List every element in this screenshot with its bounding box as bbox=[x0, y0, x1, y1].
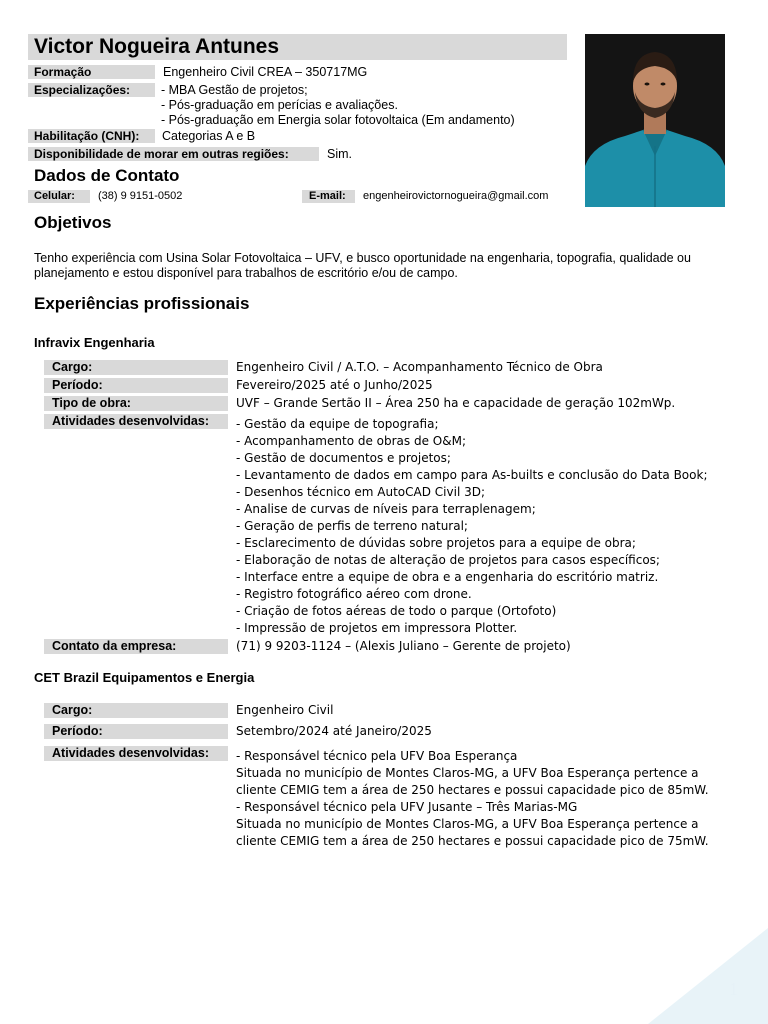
tipo-value: UVF – Grande Sertão II – Área 250 ha e capacidade de geração 102mWp. bbox=[236, 396, 676, 410]
periodo-label: Período: bbox=[52, 378, 103, 392]
periodo-label: Período: bbox=[52, 724, 103, 738]
cargo-label: Cargo: bbox=[52, 360, 93, 374]
atividade-item: cliente CEMIG tem a área de 250 hectares e possui capacidade pico de 85mW. bbox=[236, 783, 709, 797]
especializacao-item: - Pós-graduação em Energia solar fotovoltaica (Em andamento) bbox=[161, 113, 515, 127]
atividade-item: - Interface entre a equipe de obra e a engenharia do escritório matriz. bbox=[236, 570, 659, 584]
formacao-label: Formação bbox=[34, 65, 92, 79]
atividade-item: Situada no município de Montes Claros-MG, a UFV Boa Esperança pertence a bbox=[236, 817, 699, 831]
disponibilidade-label: Disponibilidade de morar em outras regiões: bbox=[34, 147, 289, 161]
profile-photo-image bbox=[585, 34, 725, 207]
atividade-item: - Acompanhamento de obras de O&M; bbox=[236, 434, 466, 448]
atividades-label: Atividades desenvolvidas: bbox=[52, 746, 210, 760]
cargo-value: Engenheiro Civil bbox=[236, 703, 334, 717]
atividade-item: - Esclarecimento de dúvidas sobre projetos para a equipe de obra; bbox=[236, 536, 636, 550]
atividades-list bbox=[236, 416, 708, 637]
contato-label: Contato da empresa: bbox=[52, 639, 177, 653]
especializacao-item: - MBA Gestão de projetos; bbox=[161, 83, 308, 97]
especializacoes-label: Especializações: bbox=[34, 83, 131, 97]
atividade-item: - Levantamento de dados em campo para As-builts e conclusão do Data Book; bbox=[236, 468, 708, 482]
periodo-value: Setembro/2024 até Janeiro/2025 bbox=[236, 724, 432, 738]
atividade-item: Situada no município de Montes Claros-MG, a UFV Boa Esperança pertence a bbox=[236, 766, 699, 780]
atividade-item: - Responsável técnico pela UFV Jusante – Três Marias-MG bbox=[236, 800, 578, 814]
celular-label: Celular: bbox=[34, 190, 75, 202]
atividades-list bbox=[236, 748, 709, 850]
atividade-item: - Geração de perfis de terreno natural; bbox=[236, 519, 468, 533]
formacao-value: Engenheiro Civil CREA – 350717MG bbox=[163, 65, 368, 79]
job-company: CET Brazil Equipamentos e Energia bbox=[34, 670, 255, 685]
objectives-title: Objetivos bbox=[34, 213, 112, 232]
email-value[interactable]: engenheirovictornogueira@gmail.com bbox=[363, 190, 549, 202]
celular-value: (38) 9 9151-0502 bbox=[98, 190, 183, 202]
especializacoes-list bbox=[161, 83, 515, 128]
atividade-item: - Criação de fotos aéreas de todo o parque (Ortofoto) bbox=[236, 604, 557, 618]
atividade-item: - Gestão de documentos e projetos; bbox=[236, 451, 451, 465]
atividade-item: - Analise de curvas de níveis para terraplenagem; bbox=[236, 502, 536, 516]
page-number: 1 bbox=[729, 979, 738, 999]
atividade-item: - Gestão da equipe de topografia; bbox=[236, 417, 439, 431]
cargo-value: Engenheiro Civil / A.T.O. – Acompanhamento Técnico de Obra bbox=[236, 360, 603, 374]
atividade-item: - Desenhos técnico em AutoCAD Civil 3D; bbox=[236, 485, 486, 499]
email-label: E-mail: bbox=[309, 190, 346, 202]
atividade-item: - Impressão de projetos em impressora Plotter. bbox=[236, 621, 518, 635]
especializacao-item: - Pós-graduação em perícias e avaliações. bbox=[161, 98, 398, 112]
atividade-item: - Responsável técnico pela UFV Boa Esperança bbox=[236, 749, 518, 763]
candidate-name: Victor Nogueira Antunes bbox=[34, 35, 280, 58]
cargo-label: Cargo: bbox=[52, 703, 93, 717]
corner-decoration bbox=[648, 928, 768, 1024]
atividade-item: cliente CEMIG tem a área de 250 hectares e possui capacidade pico de 75mW. bbox=[236, 834, 709, 848]
atividade-item: - Elaboração de notas de alteração de projetos para casos específicos; bbox=[236, 553, 660, 567]
disponibilidade-value: Sim. bbox=[327, 147, 352, 161]
objectives-text: Tenho experiência com Usina Solar Fotovoltaica – UFV, e busco oportunidade na engenharia, topografia, qualidade ou planejamento e estou disponível para trabalhos de escritório e/ou de campo. bbox=[34, 251, 691, 280]
job-company: Infravix Engenharia bbox=[34, 335, 155, 350]
cnh-value: Categorias A e B bbox=[162, 129, 256, 143]
contato-value: (71) 9 9203-1124 – (Alexis Juliano – Gerente de projeto) bbox=[236, 639, 571, 653]
periodo-value: Fevereiro/2025 até o Junho/2025 bbox=[236, 378, 433, 392]
cnh-label: Habilitação (CNH): bbox=[34, 129, 140, 143]
atividades-label: Atividades desenvolvidas: bbox=[52, 414, 210, 428]
tipo-label: Tipo de obra: bbox=[52, 396, 131, 410]
contact-title: Dados de Contato bbox=[34, 166, 180, 185]
experience-title: Experiências profissionais bbox=[34, 294, 250, 313]
profile-photo bbox=[585, 34, 725, 207]
atividade-item: - Registro fotográfico aéreo com drone. bbox=[236, 587, 472, 601]
